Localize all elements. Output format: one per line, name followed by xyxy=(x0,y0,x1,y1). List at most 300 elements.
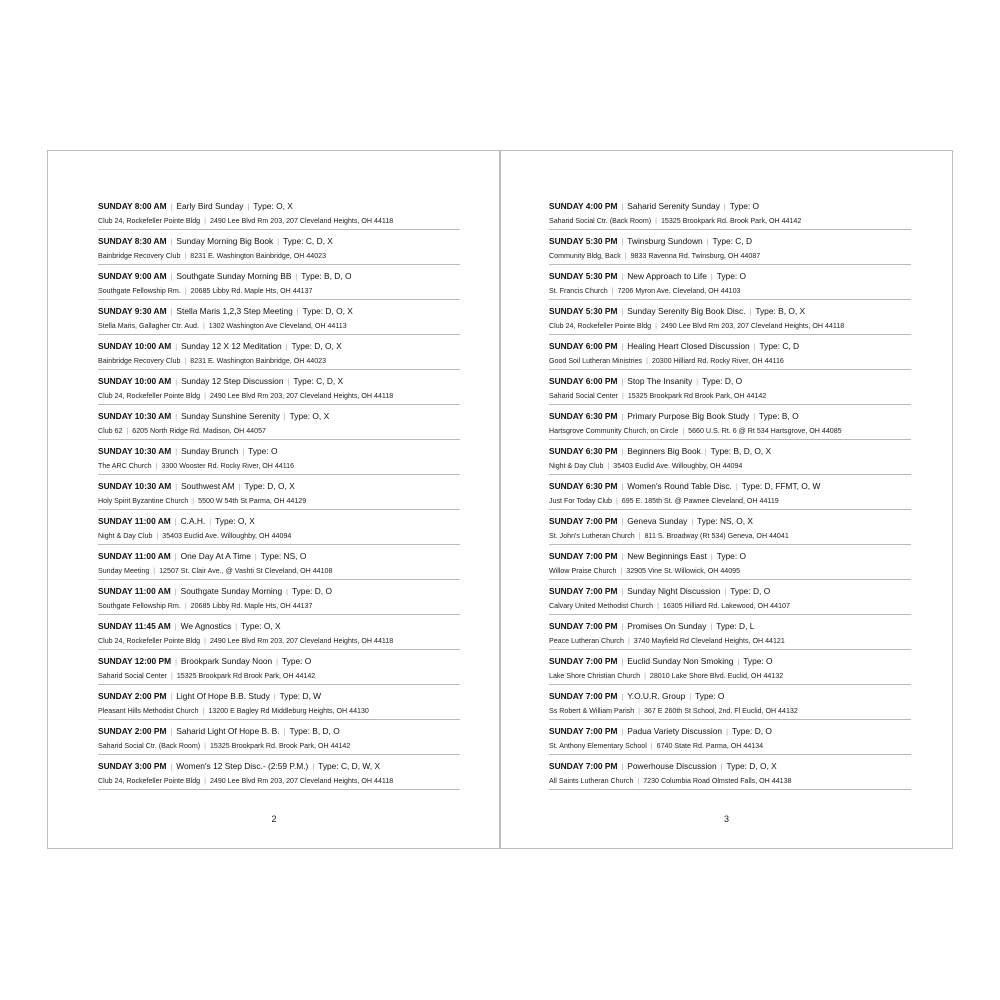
meeting-location: Lake Shore Christian Church xyxy=(549,672,641,680)
meeting-name: Y.O.U.R. Group xyxy=(627,691,686,701)
meeting-address: 7230 Columbia Road Olmsted Falls, OH 44138 xyxy=(643,777,792,785)
meeting-location: Willow Praise Church xyxy=(549,567,617,575)
meeting-entry xyxy=(549,407,911,440)
separator: | xyxy=(175,414,178,421)
meeting-type: Type: B, O, X xyxy=(755,306,806,316)
meeting-entry xyxy=(549,372,911,405)
meeting-address-line xyxy=(549,775,911,787)
separator: | xyxy=(174,519,177,526)
meeting-time: SUNDAY 10:30 AM xyxy=(98,446,172,456)
meeting-address-line xyxy=(98,670,460,682)
separator: | xyxy=(621,589,624,596)
separator: | xyxy=(170,239,173,246)
meeting-type: Type: B, D, O xyxy=(301,271,352,281)
meeting-name: Women's 12 Step Disc.- (2:59 P.M.) xyxy=(176,761,309,771)
meeting-type: Type: B, D, O xyxy=(289,726,340,736)
separator: | xyxy=(170,764,173,771)
meeting-entry xyxy=(549,617,911,650)
meeting-time: SUNDAY 2:00 PM xyxy=(98,726,167,736)
separator: | xyxy=(202,708,205,715)
meeting-address: 20685 Libby Rd. Maple Hts, OH 44137 xyxy=(190,602,313,610)
meeting-name: Sunday Serenity Big Book Disc. xyxy=(627,306,746,316)
meeting-header xyxy=(98,477,460,495)
meeting-type: Type: O xyxy=(716,551,747,561)
separator: | xyxy=(621,239,624,246)
meeting-address: 7206 Myron Ave. Cleveland, OH 44103 xyxy=(617,287,741,295)
meeting-location: Pleasant Hills Methodist Church xyxy=(98,707,199,715)
meeting-location: Saharid Social Center xyxy=(549,392,619,400)
meeting-time: SUNDAY 7:00 PM xyxy=(549,551,618,561)
meeting-time: SUNDAY 9:30 AM xyxy=(98,306,167,316)
meeting-address-line xyxy=(549,215,911,227)
separator: | xyxy=(615,498,618,505)
meeting-time: SUNDAY 6:00 PM xyxy=(549,341,618,351)
meeting-type: Type: O, X xyxy=(253,201,293,211)
meeting-entry xyxy=(98,652,460,685)
separator: | xyxy=(655,218,657,225)
separator: | xyxy=(726,729,728,736)
meeting-time: SUNDAY 10:30 AM xyxy=(98,411,172,421)
meeting-name: Powerhouse Discussion xyxy=(627,761,717,771)
meeting-location: Club 24, Rockefeller Pointe Bldg xyxy=(98,637,201,645)
meeting-address: 9833 Ravenna Rd. Twinsburg, OH 44087 xyxy=(630,252,761,260)
meeting-address: 3300 Wooster Rd. Rocky River, OH 44116 xyxy=(161,462,295,470)
separator: | xyxy=(621,764,624,771)
meeting-address-line xyxy=(98,635,460,647)
meeting-header xyxy=(98,652,460,670)
meeting-address: 2490 Lee Blvd Rm 203, 207 Cleveland Heights, OH 44118 xyxy=(209,637,394,645)
meeting-list xyxy=(549,197,911,792)
separator: | xyxy=(621,414,624,421)
meeting-header xyxy=(98,337,460,355)
meeting-address: 15325 Brookpark Rd Brook Park, OH 44142 xyxy=(627,392,767,400)
meeting-entry xyxy=(98,267,460,300)
meeting-address-line xyxy=(549,285,911,297)
meeting-header xyxy=(549,372,911,390)
separator: | xyxy=(254,554,257,561)
separator: | xyxy=(621,309,624,316)
meeting-location: Night & Day Club xyxy=(98,532,153,540)
meeting-entry xyxy=(549,722,911,755)
meeting-header xyxy=(549,302,911,320)
meeting-location: Saharid Social Ctr. (Back Room) xyxy=(98,742,201,750)
meeting-entry xyxy=(549,687,911,720)
meeting-header xyxy=(98,547,460,565)
separator: | xyxy=(312,764,315,771)
meeting-entry xyxy=(98,722,460,755)
meeting-time: SUNDAY 4:00 PM xyxy=(549,201,618,211)
meeting-location: Sunday Meeting xyxy=(98,567,150,575)
meeting-type: Type: D, O xyxy=(702,376,743,386)
meeting-entry xyxy=(98,232,460,265)
meeting-type: Type: O xyxy=(743,656,773,666)
meeting-entry xyxy=(98,512,460,545)
meeting-address: 20300 Hilliard Rd. Rocky River, OH 44116 xyxy=(651,357,784,365)
separator: | xyxy=(682,428,685,435)
meeting-name: Sunday Brunch xyxy=(181,446,239,456)
meeting-location: Stella Maris, Gallagher Ctr. Aud. xyxy=(98,322,199,330)
meeting-address-line xyxy=(549,355,911,367)
separator: | xyxy=(611,288,614,295)
separator: | xyxy=(287,379,290,386)
separator: | xyxy=(283,729,286,736)
separator: | xyxy=(621,624,624,631)
meeting-name: Sunday Night Discussion xyxy=(627,586,721,596)
meeting-address: 15325 Brookpark Rd. Brook Park, OH 44142 xyxy=(209,742,351,750)
meeting-time: SUNDAY 7:00 PM xyxy=(549,761,618,771)
meeting-type: Type: D, O xyxy=(730,586,771,596)
separator: | xyxy=(737,659,740,666)
meeting-time: SUNDAY 3:00 PM xyxy=(98,761,167,771)
separator: | xyxy=(723,204,726,211)
meeting-type: Type: C, D, W, X xyxy=(318,761,381,771)
separator: | xyxy=(710,554,713,561)
separator: | xyxy=(174,554,177,561)
separator: | xyxy=(242,449,245,456)
meeting-address: 695 E. 185th St. @ Pawnee Cleveland, OH 44119 xyxy=(621,497,779,505)
meeting-name: Saharid Light Of Hope B. B. xyxy=(176,726,280,736)
meeting-entry xyxy=(98,617,460,650)
meeting-type: Type: C, D, X xyxy=(283,236,333,246)
meeting-location: Calvary United Methodist Church xyxy=(549,602,654,610)
separator: | xyxy=(202,323,205,330)
meeting-entry xyxy=(549,302,911,335)
separator: | xyxy=(171,673,173,680)
meeting-type: Type: C, D, X xyxy=(293,376,344,386)
meeting-type: Type: D, O, X xyxy=(291,341,342,351)
meeting-address: 2490 Lee Blvd Rm 203, 207 Cleveland Heights, OH 44118 xyxy=(660,322,845,330)
separator: | xyxy=(638,708,640,715)
meeting-address-line xyxy=(98,495,460,507)
meeting-location: Club 24, Rockefeller Pointe Bldg xyxy=(98,392,201,400)
meeting-location: St. Anthony Elementary School xyxy=(549,742,647,750)
separator: | xyxy=(710,274,713,281)
separator: | xyxy=(620,568,623,575)
separator: | xyxy=(753,344,756,351)
meeting-type: Type: D, O, X xyxy=(726,761,777,771)
meeting-address: 6205 North Ridge Rd. Madison, OH 44057 xyxy=(132,427,266,435)
separator: | xyxy=(724,589,727,596)
meeting-address-line xyxy=(98,285,460,297)
meeting-address: 367 E 260th St School, 2nd. Fl Euclid, OH 44132 xyxy=(643,707,798,715)
meeting-name: Saharid Serenity Sunday xyxy=(627,201,720,211)
meeting-entry xyxy=(98,687,460,720)
separator: | xyxy=(286,589,288,596)
separator: | xyxy=(155,463,158,470)
separator: | xyxy=(622,393,624,400)
meeting-header xyxy=(549,232,911,250)
meeting-address: 2490 Lee Blvd Rm 203, 207 Cleveland Heights, OH 44118 xyxy=(209,392,394,400)
separator: | xyxy=(644,673,646,680)
meeting-time: SUNDAY 6:00 PM xyxy=(549,376,618,386)
meeting-name: Sunday Morning Big Book xyxy=(176,236,274,246)
meeting-name: Primary Purpose Big Book Study xyxy=(627,411,750,421)
separator: | xyxy=(184,288,187,295)
meeting-name: Southwest AM xyxy=(181,481,235,491)
meeting-address-line xyxy=(549,670,911,682)
meeting-header xyxy=(98,722,460,740)
separator: | xyxy=(277,239,280,246)
meeting-name: Stop The Insanity xyxy=(627,376,693,386)
meeting-entry xyxy=(98,582,460,615)
meeting-time: SUNDAY 10:00 AM xyxy=(98,341,172,351)
meeting-type: Type: D, O xyxy=(291,586,332,596)
meeting-address-line xyxy=(98,775,460,787)
separator: | xyxy=(184,253,187,260)
meeting-entry xyxy=(98,477,460,510)
meeting-address: 15325 Brookpark Rd Brook Park, OH 44142 xyxy=(176,672,316,680)
meeting-name: Early Bird Sunday xyxy=(176,201,244,211)
meeting-entry xyxy=(549,512,911,545)
meeting-address-line xyxy=(98,460,460,472)
meeting-address: 13200 E Bagley Rd Middleburg Heights, OH 44130 xyxy=(208,707,369,715)
meeting-entry xyxy=(549,232,911,265)
separator: | xyxy=(204,743,206,750)
meeting-type: Type: O, X xyxy=(215,516,255,526)
meeting-time: SUNDAY 7:00 PM xyxy=(549,621,618,631)
meeting-header xyxy=(98,687,460,705)
meeting-address-line xyxy=(98,355,460,367)
meeting-name: New Approach to Life xyxy=(627,271,707,281)
meeting-address-line xyxy=(549,460,911,472)
meeting-time: SUNDAY 11:45 AM xyxy=(98,621,171,631)
meeting-type: Type: D, FFMT, O, W xyxy=(741,481,821,491)
separator: | xyxy=(657,603,659,610)
separator: | xyxy=(170,274,173,281)
meeting-entry xyxy=(549,582,911,615)
separator: | xyxy=(184,603,187,610)
meeting-time: SUNDAY 6:30 PM xyxy=(549,446,618,456)
meeting-header xyxy=(549,617,911,635)
separator: | xyxy=(621,694,624,701)
separator: | xyxy=(204,393,206,400)
meeting-address: 32905 Vine St. Willowick, OH 44095 xyxy=(626,567,741,575)
meeting-address: 5500 W 54th St Parma, OH 44129 xyxy=(198,497,307,505)
meeting-location: Ss Robert & William Parish xyxy=(549,707,635,715)
meeting-address-line xyxy=(549,495,911,507)
meeting-address-line xyxy=(549,250,911,262)
separator: | xyxy=(621,449,624,456)
meeting-type: Type: D, O xyxy=(731,726,772,736)
meeting-name: Twinsburg Sundown xyxy=(627,236,703,246)
meeting-location: Peace Lutheran Church xyxy=(549,637,624,645)
meeting-type: Type: NS, O xyxy=(260,551,307,561)
meeting-header xyxy=(98,617,460,635)
meeting-type: Type: B, O xyxy=(759,411,799,421)
meeting-name: Stella Maris 1,2,3 Step Meeting xyxy=(176,306,293,316)
separator: | xyxy=(126,428,129,435)
meeting-name: Sunday 12 Step Discussion xyxy=(181,376,284,386)
separator: | xyxy=(238,484,241,491)
meeting-time: SUNDAY 12:00 PM xyxy=(98,656,172,666)
meeting-time: SUNDAY 11:00 AM xyxy=(98,586,171,596)
separator: | xyxy=(170,729,173,736)
meeting-header xyxy=(98,372,460,390)
meeting-location: Saharid Social Ctr. (Back Room) xyxy=(549,217,652,225)
meeting-location: Hartsgrove Community Church, on Circle xyxy=(549,427,679,435)
meeting-address-line xyxy=(549,425,911,437)
separator: | xyxy=(749,309,752,316)
meeting-entry xyxy=(98,442,460,475)
separator: | xyxy=(175,379,178,386)
meeting-type: Type: B, D, O, X xyxy=(710,446,772,456)
separator: | xyxy=(621,554,624,561)
meeting-address-line xyxy=(549,530,911,542)
meeting-address-line xyxy=(549,740,911,752)
meeting-header xyxy=(549,582,911,600)
meeting-address: 12507 St. Clair Ave., @ Vashti St Cleveland, OH 44108 xyxy=(159,567,333,575)
meeting-time: SUNDAY 6:30 PM xyxy=(549,481,618,491)
meeting-name: Promises On Sunday xyxy=(627,621,707,631)
meeting-time: SUNDAY 11:00 AM xyxy=(98,516,171,526)
meeting-address-line xyxy=(98,600,460,612)
separator: | xyxy=(691,519,694,526)
separator: | xyxy=(192,498,195,505)
separator: | xyxy=(621,519,624,526)
page-right xyxy=(500,150,953,849)
meeting-location: Club 24, Rockefeller Pointe Bldg xyxy=(98,217,201,225)
meeting-name: Healing Heart Closed Discussion xyxy=(627,341,750,351)
meeting-header xyxy=(549,512,911,530)
meeting-type: Type: D, L xyxy=(716,621,755,631)
separator: | xyxy=(621,659,624,666)
meeting-type: Type: O xyxy=(695,691,725,701)
separator: | xyxy=(637,778,640,785)
meeting-entry xyxy=(549,757,911,790)
separator: | xyxy=(735,484,738,491)
meeting-header xyxy=(98,442,460,460)
meeting-location: Southgate Fellowship Rm. xyxy=(98,602,181,610)
separator: | xyxy=(235,624,238,631)
separator: | xyxy=(621,274,624,281)
meeting-time: SUNDAY 7:00 PM xyxy=(549,726,618,736)
meeting-header xyxy=(549,477,911,495)
meeting-header xyxy=(98,267,460,285)
meeting-header xyxy=(98,512,460,530)
meeting-address-line xyxy=(98,250,460,262)
meeting-address: 20685 Libby Rd. Maple Hts, OH 44137 xyxy=(190,287,313,295)
meeting-location: Bainbridge Recovery Club xyxy=(98,357,181,365)
meeting-type: Type: C, D xyxy=(712,236,753,246)
separator: | xyxy=(621,379,624,386)
meeting-entry xyxy=(98,547,460,580)
meeting-name: C.A.H. xyxy=(180,516,206,526)
separator: | xyxy=(621,344,624,351)
meeting-header xyxy=(549,197,911,215)
separator: | xyxy=(607,463,610,470)
separator: | xyxy=(174,624,177,631)
page-left xyxy=(47,150,500,849)
meeting-address-line xyxy=(549,600,911,612)
meeting-name: Southgate Sunday Morning xyxy=(180,586,283,596)
separator: | xyxy=(153,568,156,575)
meeting-location: Night & Day Club xyxy=(549,462,604,470)
meeting-name: Beginners Big Book xyxy=(627,446,701,456)
meeting-entry xyxy=(549,547,911,580)
separator: | xyxy=(689,694,692,701)
meeting-name: Geneva Sunday xyxy=(627,516,688,526)
meeting-address-line xyxy=(98,390,460,402)
meeting-address-line xyxy=(98,215,460,227)
meeting-header xyxy=(549,757,911,775)
meeting-entry xyxy=(98,337,460,370)
meeting-address: 35403 Euclid Ave. Willoughby, OH 44094 xyxy=(162,532,292,540)
separator: | xyxy=(753,414,756,421)
separator: | xyxy=(624,253,627,260)
meeting-address: 16305 Hilliard Rd. Lakewood, OH 44107 xyxy=(662,602,790,610)
separator: | xyxy=(204,638,206,645)
meeting-location: St. Francis Church xyxy=(549,287,608,295)
meeting-type: Type: D, O, X xyxy=(302,306,353,316)
meeting-header xyxy=(98,302,460,320)
meeting-entry xyxy=(549,337,911,370)
meeting-time: SUNDAY 6:30 PM xyxy=(549,411,618,421)
meeting-type: Type: O, X xyxy=(289,411,330,421)
meeting-time: SUNDAY 7:00 PM xyxy=(549,691,618,701)
meeting-name: One Day At A Time xyxy=(180,551,251,561)
meeting-time: SUNDAY 7:00 PM xyxy=(549,586,618,596)
separator: | xyxy=(710,624,713,631)
separator: | xyxy=(170,309,173,316)
page-number: 2 xyxy=(271,814,277,824)
meeting-name: Women's Round Table Disc. xyxy=(627,481,732,491)
meeting-address-line xyxy=(549,390,911,402)
meeting-location: Just For Today Club xyxy=(549,497,612,505)
separator: | xyxy=(209,519,212,526)
meeting-type: Type: NS, O, X xyxy=(697,516,754,526)
meeting-time: SUNDAY 2:00 PM xyxy=(98,691,167,701)
meeting-location: Holy Spirit Byzantine Church xyxy=(98,497,189,505)
meeting-location: Club 24, Rockefeller Pointe Bldg xyxy=(549,322,652,330)
separator: | xyxy=(273,694,276,701)
separator: | xyxy=(621,204,624,211)
meeting-address: 15325 Brookpark Rd. Brook Park, OH 44142 xyxy=(660,217,802,225)
meeting-type: Type: O xyxy=(248,446,278,456)
meeting-location: St. John's Lutheran Church xyxy=(549,532,635,540)
meeting-header xyxy=(549,547,911,565)
separator: | xyxy=(704,449,707,456)
separator: | xyxy=(638,533,641,540)
separator: | xyxy=(170,694,173,701)
meeting-time: SUNDAY 5:30 PM xyxy=(549,271,618,281)
meeting-address-line xyxy=(98,320,460,332)
meeting-time: SUNDAY 10:30 AM xyxy=(98,481,172,491)
separator: | xyxy=(175,659,177,666)
meeting-location: Good Soil Lutheran Ministries xyxy=(549,357,643,365)
meeting-type: Type: D, W xyxy=(279,691,322,701)
separator: | xyxy=(247,204,250,211)
meeting-type: Type: O, X xyxy=(241,621,281,631)
separator: | xyxy=(646,358,648,365)
separator: | xyxy=(285,344,288,351)
meeting-address-line xyxy=(98,530,460,542)
meeting-header xyxy=(98,582,460,600)
separator: | xyxy=(175,344,178,351)
meeting-entry xyxy=(98,302,460,335)
meeting-name: Sunday 12 X 12 Meditation xyxy=(181,341,282,351)
separator: | xyxy=(204,778,206,785)
meeting-location: Southgate Fellowship Rm. xyxy=(98,287,181,295)
separator: | xyxy=(184,358,187,365)
meeting-type: Type: C, D xyxy=(759,341,800,351)
meeting-address: 8231 E. Washington Bainbridge, OH 44023 xyxy=(190,252,327,260)
meeting-type: Type: O xyxy=(729,201,760,211)
meeting-location: Club 62 xyxy=(98,427,123,435)
meeting-time: SUNDAY 7:00 PM xyxy=(549,516,618,526)
meeting-type: Type: O xyxy=(282,656,312,666)
meeting-name: Southgate Sunday Morning BB xyxy=(176,271,292,281)
meeting-address-line xyxy=(549,705,911,717)
